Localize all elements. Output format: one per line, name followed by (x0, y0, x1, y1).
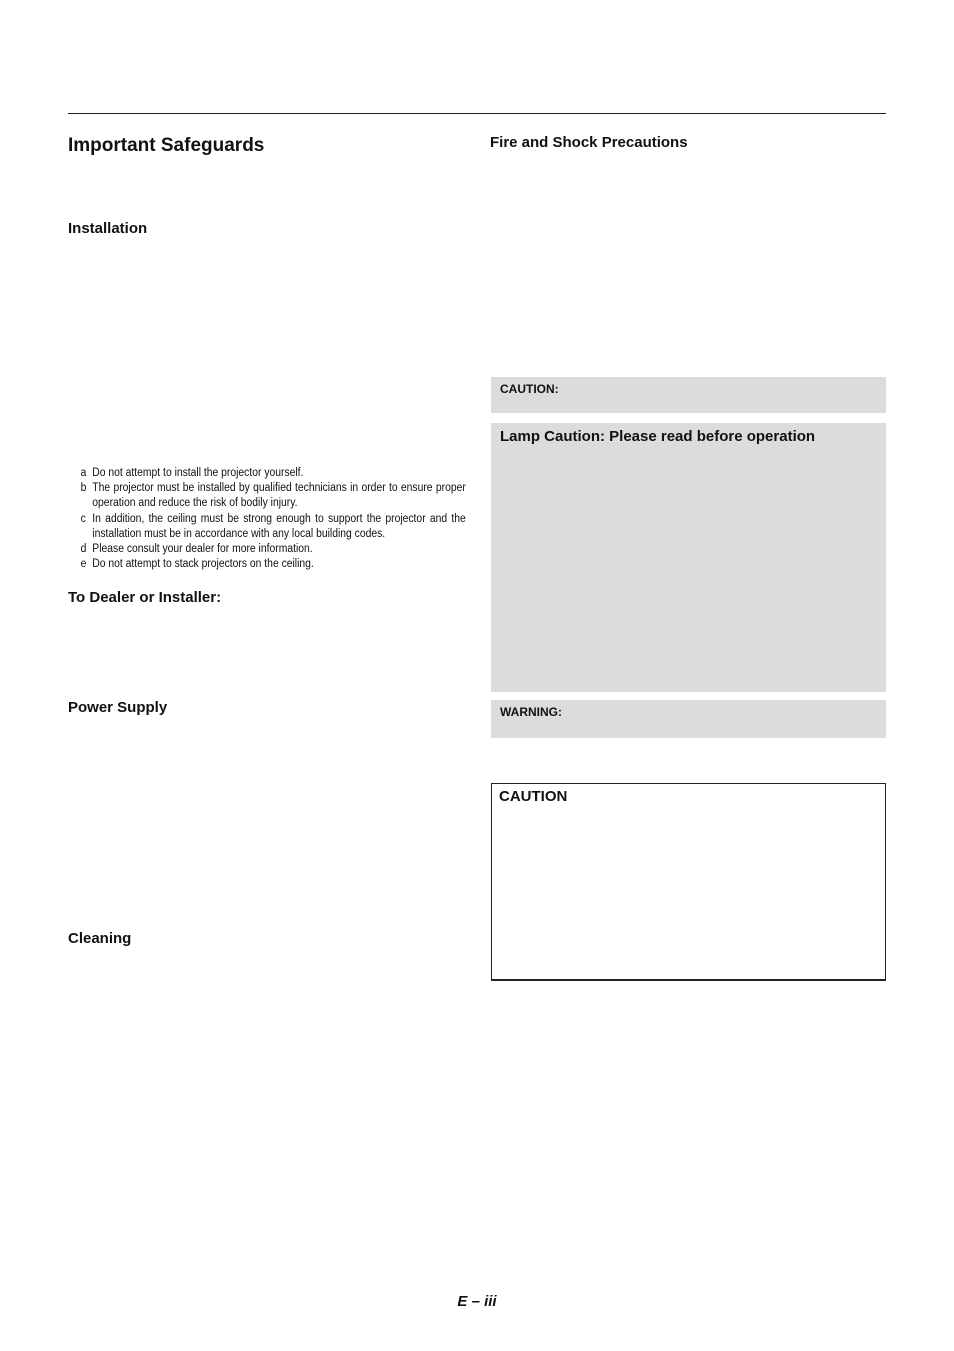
heading-cleaning: Cleaning (68, 930, 132, 947)
lamp-caution-box (491, 423, 886, 692)
list-text: Do not attempt to stack projectors on the ceiling. (92, 558, 314, 571)
list-item (68, 466, 466, 481)
warning-label: WARNING: (500, 705, 562, 719)
heading-installation: Installation (68, 220, 148, 237)
list-marker: b (80, 482, 87, 495)
list-text: The projector must be installed by qualified technicians in order to ensure proper operation and reduce the risk of bodily injury. (92, 482, 466, 510)
caution-title: CAUTION (499, 788, 568, 805)
list-marker: d (80, 543, 87, 556)
list-text: Please consult your dealer for more information. (92, 543, 313, 556)
warning-note-box (491, 700, 886, 738)
heading-power-supply: Power Supply (68, 699, 168, 716)
list-item (68, 557, 466, 572)
list-item (68, 542, 466, 557)
heading-fire-shock: Fire and Shock Precautions (490, 134, 688, 151)
list-text: Do not attempt to install the projector yourself. (92, 467, 304, 479)
caution-note-box (491, 377, 886, 413)
list-item (68, 512, 466, 542)
list-marker: a (80, 467, 87, 479)
list-marker: e (80, 558, 87, 571)
list-item (68, 481, 466, 511)
header-rule (68, 113, 886, 114)
installation-list (68, 466, 466, 572)
list-marker: c (80, 512, 86, 525)
list-text: In addition, the ceiling must be strong enough to support the projector and the installation must be in accordance with any local building codes. (92, 512, 466, 540)
page-title: Important Safeguards (68, 135, 265, 156)
page-number: E – iii (457, 1293, 497, 1310)
lamp-caution-title: Lamp Caution: Please read before operation (500, 428, 816, 445)
caution-label: CAUTION: (500, 382, 559, 396)
heading-dealer-installer: To Dealer or Installer: (68, 589, 222, 606)
caution-outline-box (491, 783, 886, 981)
